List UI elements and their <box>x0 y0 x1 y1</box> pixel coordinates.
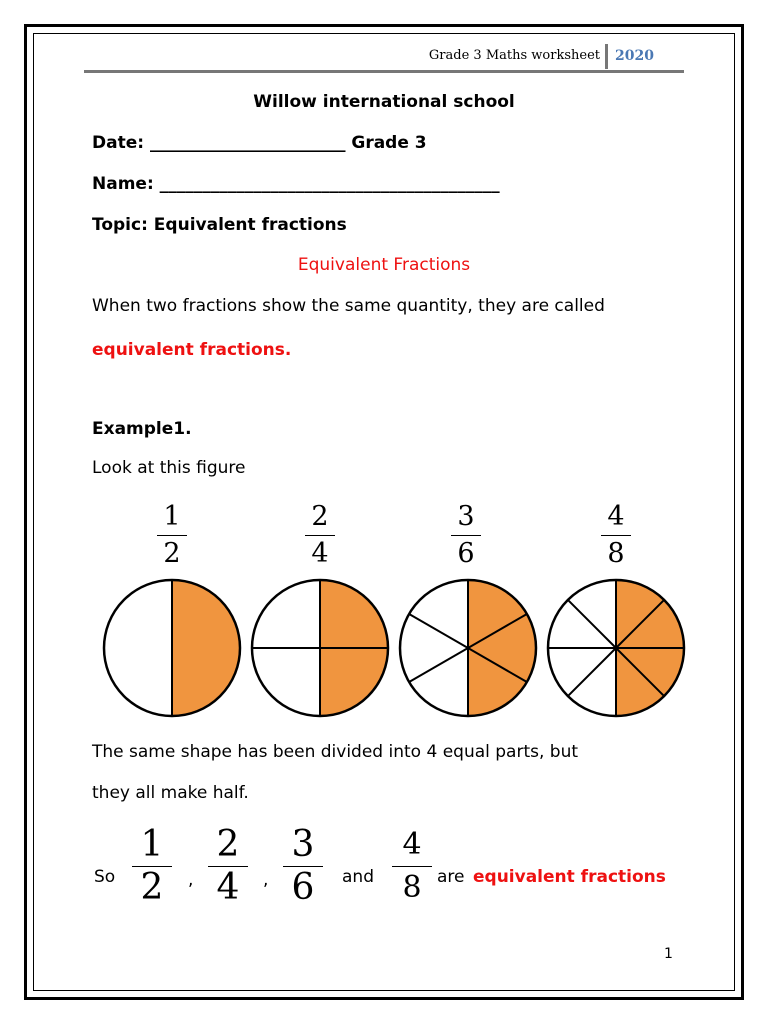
fraction-circle-8 <box>548 580 684 716</box>
header-rule <box>84 70 684 73</box>
fraction-denominator: 8 <box>402 870 422 905</box>
fraction-denominator: 6 <box>457 538 475 569</box>
conclusion-and: and <box>342 867 374 887</box>
shaded-sector <box>172 580 240 716</box>
fraction-circle-4 <box>252 580 388 716</box>
fraction-label-2 <box>300 502 340 569</box>
header-year: 2020 <box>615 48 654 64</box>
fraction-bar <box>157 535 187 536</box>
fraction-denominator: 2 <box>163 538 181 569</box>
fraction-bar <box>451 535 481 536</box>
header-divider <box>605 44 608 69</box>
header-title: Grade 3 Maths worksheet <box>428 48 600 63</box>
fraction-numerator: 2 <box>311 501 329 532</box>
conclusion-comma-2: , <box>263 870 269 890</box>
fraction-denominator: 8 <box>607 538 625 569</box>
fraction-denominator: 6 <box>291 867 315 908</box>
fraction-bar <box>601 535 631 536</box>
conclusion-comma-1: , <box>188 870 194 890</box>
fraction-label-3 <box>446 502 486 569</box>
page-number: 1 <box>664 946 673 962</box>
conclusion-fraction-2 <box>204 826 252 907</box>
fraction-denominator: 4 <box>311 538 329 569</box>
explanation-line-2: they all make half. <box>92 783 249 803</box>
definition-term: equivalent fractions. <box>92 340 292 360</box>
fraction-bar <box>305 535 335 536</box>
fraction-denominator: 4 <box>216 867 240 908</box>
fraction-numerator: 3 <box>457 501 475 532</box>
conclusion-so: So <box>94 867 116 887</box>
fraction-circle-2 <box>104 580 240 716</box>
topic-line: Topic: Equivalent fractions <box>92 215 347 235</box>
fraction-numerator: 1 <box>140 824 164 865</box>
fraction-numerator: 3 <box>291 824 315 865</box>
fraction-label-4 <box>596 502 636 569</box>
fraction-numerator: 1 <box>163 501 181 532</box>
fraction-bar <box>392 866 432 867</box>
explanation-line-1: The same shape has been divided into 4 equal parts, but <box>92 742 579 762</box>
section-title: Equivalent Fractions <box>297 255 471 275</box>
school-name: Willow international school <box>253 92 515 112</box>
fraction-label-1 <box>152 502 192 569</box>
name-line: Name: ________________________________________ <box>92 174 500 194</box>
conclusion-are: are <box>437 867 465 887</box>
division-line <box>568 600 616 648</box>
fraction-circles-figure <box>100 578 690 718</box>
conclusion-fraction-1 <box>128 826 176 907</box>
fraction-circle-6 <box>400 580 536 716</box>
example-instruction: Look at this figure <box>92 458 246 478</box>
division-line <box>568 648 616 696</box>
date-line: Date: _______________________ Grade 3 <box>92 133 427 153</box>
conclusion-fraction-3 <box>279 826 327 907</box>
conclusion-term: equivalent fractions <box>473 867 666 887</box>
conclusion-fraction-4 <box>388 826 436 907</box>
example-heading: Example1. <box>92 419 192 439</box>
division-line <box>409 648 468 682</box>
fraction-numerator: 2 <box>216 824 240 865</box>
division-line <box>409 614 468 648</box>
fraction-numerator: 4 <box>607 501 625 532</box>
definition-text: When two fractions show the same quantity, they are called <box>92 296 605 316</box>
fraction-denominator: 2 <box>140 867 164 908</box>
fraction-numerator: 4 <box>402 827 422 862</box>
